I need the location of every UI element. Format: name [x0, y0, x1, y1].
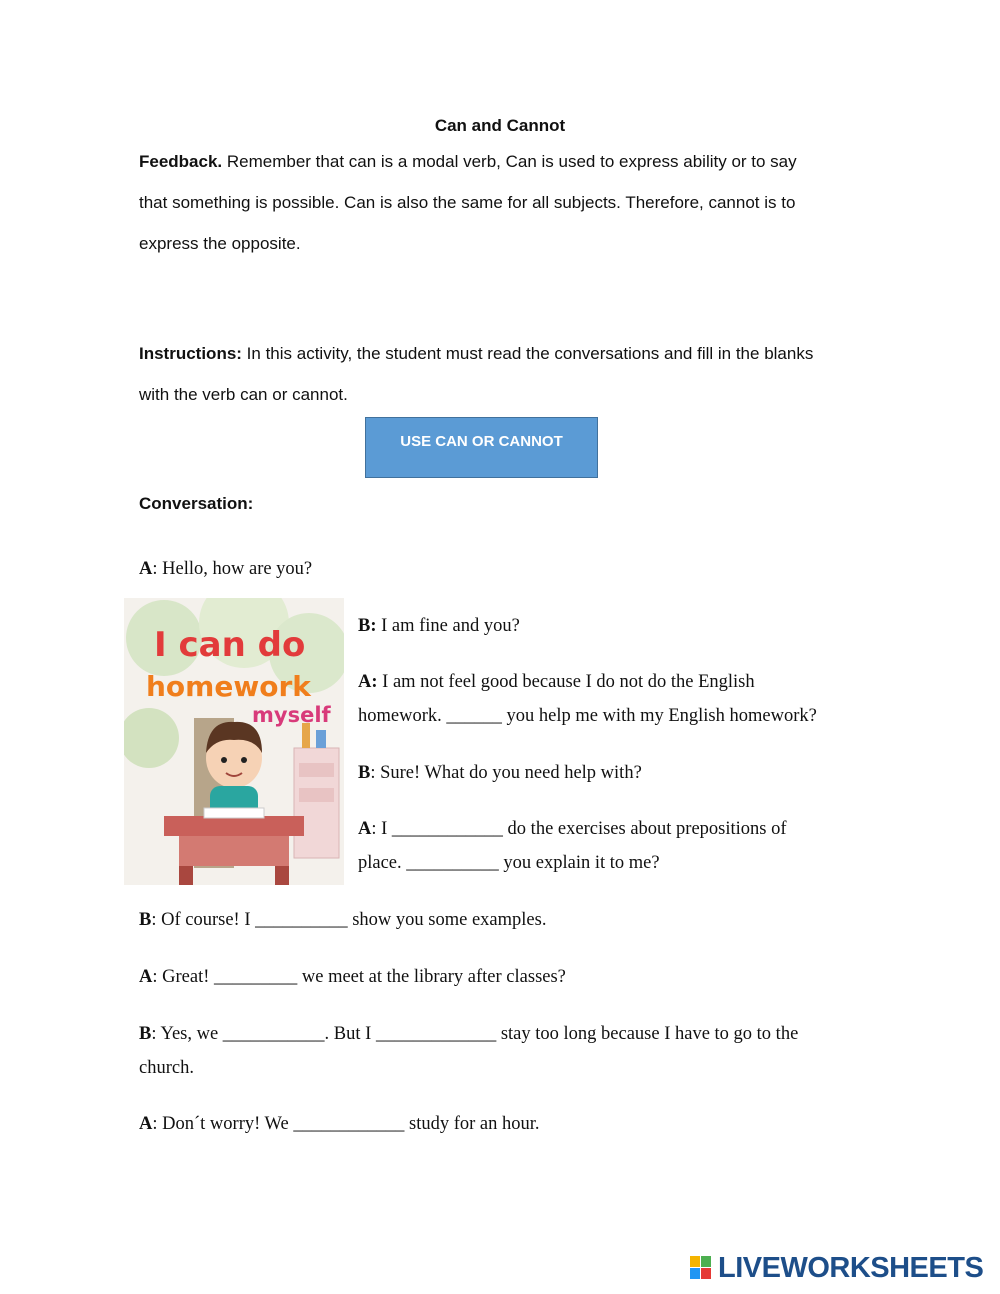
line-text: I ____________ do the exercises about prepositions of — [381, 819, 787, 839]
line-text: Of course! I __________ show you some examples. — [161, 910, 547, 930]
line-text: Great! _________ we meet at the library after classes? — [162, 967, 566, 987]
line-continuation: homework. ______ you help me with my English homework? — [358, 706, 817, 726]
line-continuation: church. — [139, 1058, 194, 1078]
instructions-line-2: with the verb can or cannot. — [139, 385, 348, 404]
conversation-line-5 — [358, 812, 878, 880]
logo-text: LIVEWORKSHEETS — [718, 1251, 984, 1284]
separator: : — [151, 910, 162, 930]
feedback-line-1: Remember that can is a modal verb, Can is used to express ability or to say — [222, 152, 797, 171]
speaker-label: B — [139, 910, 152, 930]
speaker-label: B — [139, 1024, 152, 1044]
speaker-label: B: — [358, 616, 377, 636]
conversation-line-8 — [139, 1017, 879, 1085]
conversation-line-3 — [358, 665, 878, 733]
page-title: Can and Cannot — [434, 116, 566, 135]
separator: : — [370, 763, 381, 783]
illustration-svg — [124, 598, 344, 885]
separator: : — [152, 967, 163, 987]
conversation-line-1 — [139, 552, 312, 586]
illustration-title-line-1: I can do — [154, 625, 306, 665]
homework-illustration — [124, 598, 344, 885]
separator: : — [151, 1024, 161, 1044]
separator: : — [152, 1114, 163, 1134]
line-text: Sure! What do you need help with? — [380, 763, 642, 783]
feedback-line-3: express the opposite. — [139, 234, 301, 253]
illustration-title-line-3: myself — [252, 703, 331, 727]
line-text: Yes, we ___________. But I _____________ stay too long because I have to go to the — [160, 1024, 799, 1044]
conversation-line-9 — [139, 1107, 540, 1141]
speaker-label: B — [358, 763, 371, 783]
instructions-paragraph — [139, 333, 869, 415]
conversation-heading: Conversation: — [139, 494, 254, 513]
use-can-or-cannot-button[interactable]: USE CAN OR CANNOT — [365, 417, 598, 478]
speaker-label: A — [358, 819, 372, 839]
feedback-paragraph — [139, 141, 869, 264]
separator: : — [371, 819, 382, 839]
separator: : — [152, 559, 163, 579]
instructions-label: Instructions: — [139, 344, 242, 363]
logo-icon — [690, 1256, 712, 1280]
instructions-line-1: In this activity, the student must read the conversations and fill in the blanks — [241, 344, 814, 363]
line-continuation: place. __________ you explain it to me? — [358, 853, 660, 873]
conversation-line-4 — [358, 756, 642, 790]
line-text: I am not feel good because I do not do the English — [382, 672, 755, 692]
line-text: Hello, how are you? — [162, 559, 313, 579]
speaker-label: A: — [358, 672, 378, 692]
feedback-line-2: that something is possible. Can is also the same for all subjects. Therefore, cannot is to — [139, 193, 796, 212]
illustration-title-line-2: homework — [146, 670, 311, 703]
feedback-label: Feedback. — [139, 152, 223, 171]
conversation-line-6 — [139, 903, 546, 937]
speaker-label: A — [139, 559, 153, 579]
speaker-label: A — [139, 967, 153, 987]
conversation-line-7 — [139, 960, 566, 994]
line-text: Don´t worry! We ____________ study for an hour. — [162, 1114, 540, 1134]
speaker-label: A — [139, 1114, 153, 1134]
liveworksheets-logo[interactable] — [690, 1252, 983, 1284]
line-text: I am fine and you? — [381, 616, 520, 636]
conversation-line-2 — [358, 609, 520, 643]
